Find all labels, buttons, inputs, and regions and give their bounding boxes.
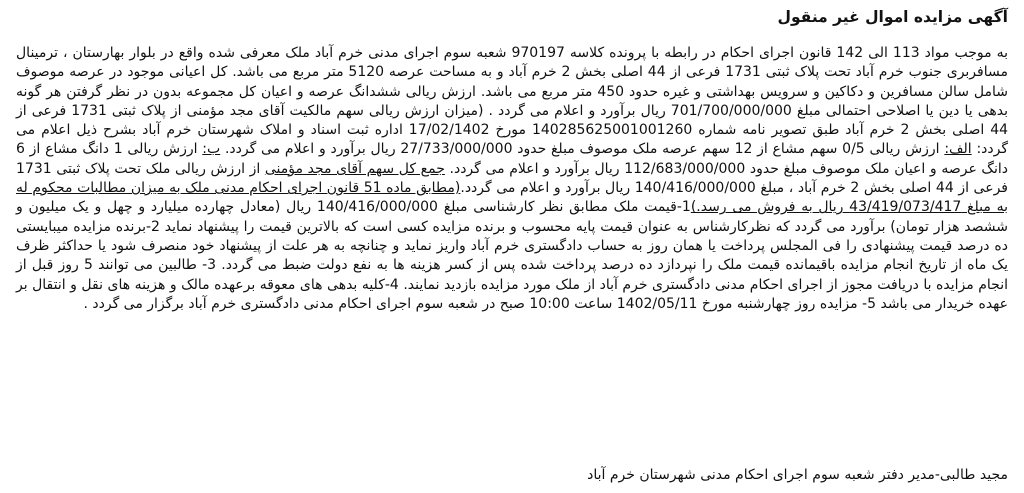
clause-alef-text: ارزش ریالی 0/5 سهم مشاع از 12 سهم عرصه ملک موصوف مبلغ حدود 27/733/000/000 ریال برآورد و اعلام می گردد. (220, 141, 945, 158)
notice-paragraph-intro: به موجب مواد 113 الی 142 قانون اجرای احکام در رابطه با پرونده کلاسه 970197 شعبه سوم اجرای مدنی خرم آباد ملک معرفی شده واقع در بلوار بهارستان ، ترمینال مسافربری جنوب خرم آباد تحت پلاک ثبتی 1731 فرعی از 44 اصلی بخش 2 خرم آباد و به مساحت عرصه 5120 متر مربع می باشد. کل اعیانی موجود در عرصه موصوف شامل سالن مسافرین و دکاکین و سرویس بهداشتی و غیره حدود 450 متر مربع می باشد. ارزش ریالی ششدانگ عرصه و اعیان کل مجموعه بدون در نظر گرفتن هر گونه بدهی یا دین یا اصلاحی احتمالی مبلغ 701/700/000/000 ریال برآورد و اعلام می گردد . (میزان ارزش ریالی سهم مالکیت آقای مجد مؤمنی از پلاک ثبتی 1731 فرعی از 44 اصلی بخش 2 خرم آباد طبق تصویر نامه شماره 140285625001001260 مورخ 17/02/1402 اداره ثبت اسناد و املاک شهرستان خرم آباد بشرح ذیل اعلام می گردد: (16, 45, 1009, 158)
signature-line: مجید طالبی-مدیر دفتر شعبه سوم اجرای احکام مدنی شهرستان خرم آباد (587, 467, 1008, 483)
auction-conditions: 1-قیمت ملک مطابق نظر کارشناسی مبلغ 140/416/000/000 ریال (معادل چهارده میلیارد و چهل و یک میلیون و ششصد هزار تومان) برآورد می گردد که نظرکارشناس به عنوان قیمت پایه محسوب و برنده مزایده کسی است که بالاترین قیمت را پیشنهاد نماید 2-برنده مزایده میبایستی ده درصد قیمت پیشنهادی را فی المجلس پرداخت یا همان روز به حساب دادگستری خرم آباد واریز نماید و چنانچه به هر علت از پیشنهاد خود منصرف شود یا حداکثر ظرف یک ماه از تاریخ انجام مزایده باقیمانده قیمت ملک را نپردازد ده درصد پرداخت شده پس از کسر هزینه ها به نفع دولت ضبط می گردد. 3- طالبین می توانند 5 روز قبل از انجام مزایده با دریافت مجوز از اجرای احکام مدنی دادگستری خرم آباد از ملک مورد مزایده بازدید نمایند. 4-کلیه بدهی های معوقه برعهده مالک و هزینه های نقل و انتقال بر عهده خریدار می باشد 5- مزایده روز چهارشنبه مورخ 1402/05/11 ساعت 10:00 صبح در شعبه سوم اجرای احکام مدنی دادگستری خرم آباد برگزار می گردد . (16, 199, 1009, 312)
notice-title: آگهی مزایده اموال غیر منقول (777, 8, 1008, 26)
total-share-text: از ارزش ریالی ملک تحت پلاک ثبتی 1731 فرعی از 44 اصلی بخش 2 خرم آباد ، مبلغ 140/416/000/000 ریال برآورد و اعلام می گردد. (16, 160, 1008, 197)
notice-body (16, 44, 1008, 314)
total-share-label: جمع کل سهم آقای مجد مؤمنی (264, 160, 445, 177)
article-51-note: (مطابق ماده 51 قانون اجرای احکام مدنی ملک به میزان مطالبات محکوم له به مبلغ 43/419/073/417 ریال به فروش می رسد.) (16, 180, 1008, 216)
clause-be-text: ارزش ریالی 1 دانگ مشاع از 6 دانگ عرصه و اعیان ملک موصوف مبلغ حدود 112/683/000/000 ریال برآورد و اعلام می گردد. (16, 141, 1008, 177)
clause-be-label: ب: (202, 141, 221, 158)
clause-alef-label: الف: (944, 141, 972, 158)
